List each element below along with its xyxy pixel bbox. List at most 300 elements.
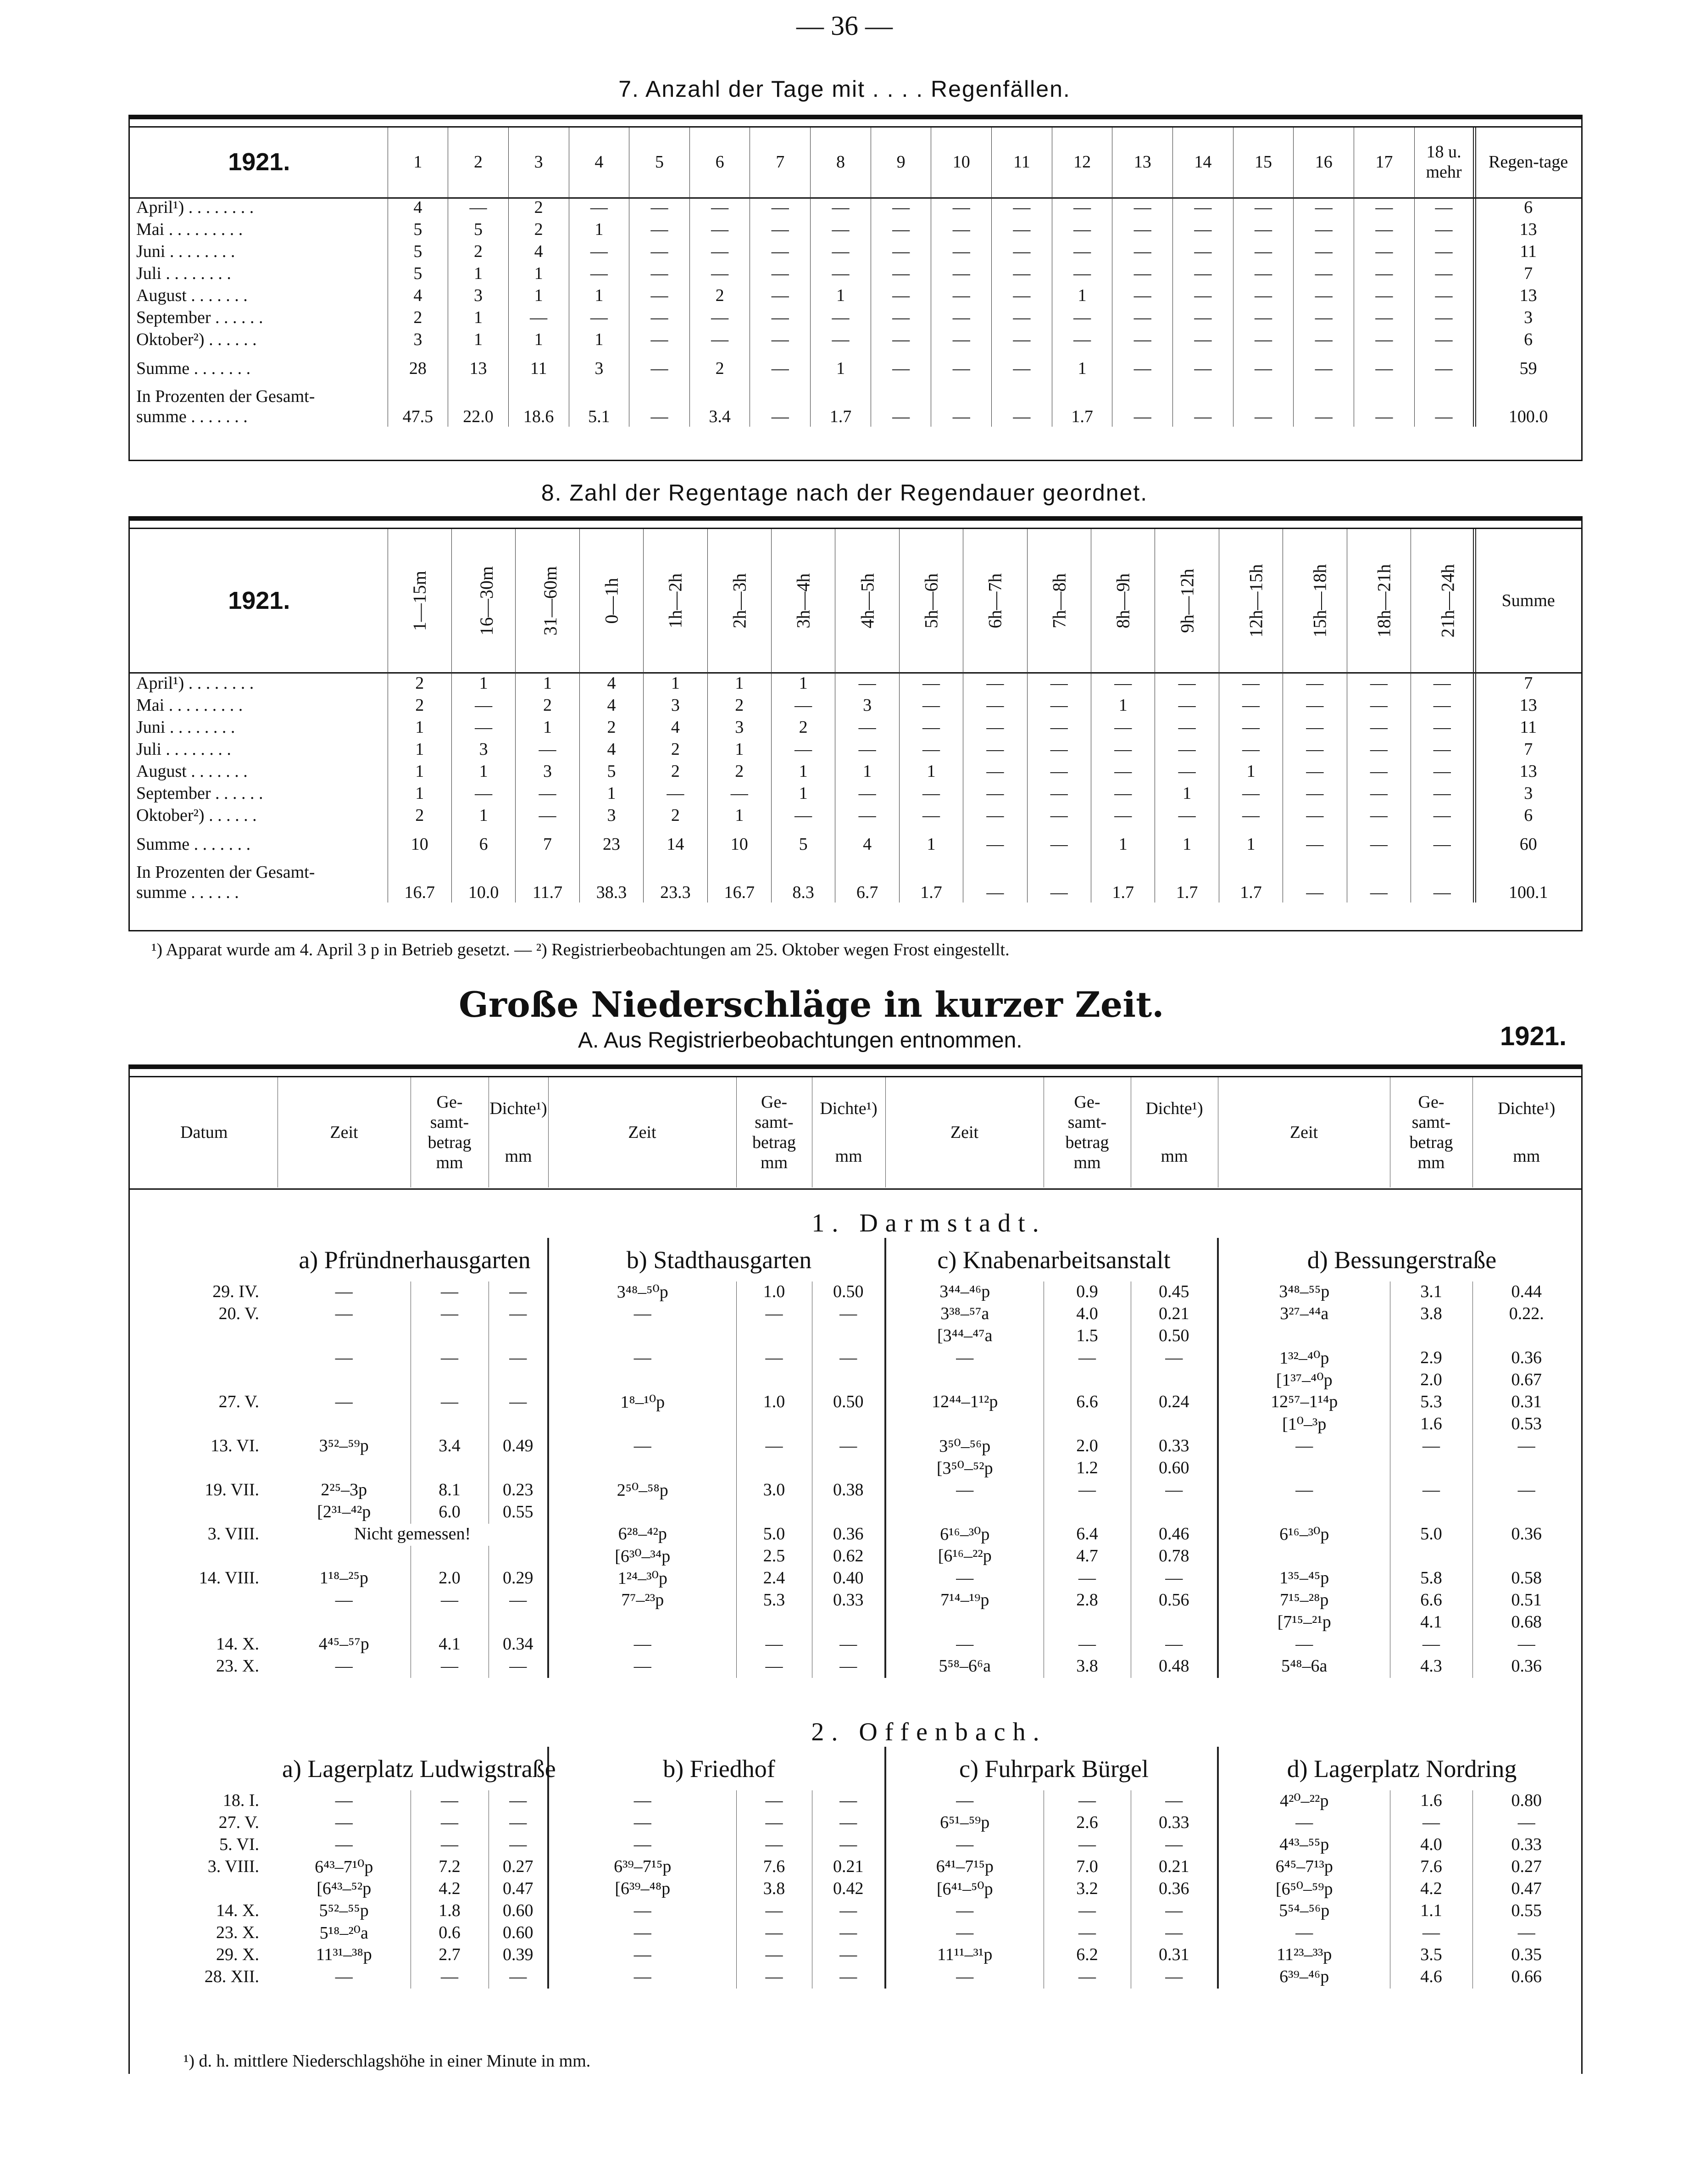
table-cell: — xyxy=(1091,738,1155,760)
table-cell: 3 xyxy=(388,329,448,351)
table-cell: 4 xyxy=(388,196,448,218)
station-name: c) Knabenarbeitsanstalt xyxy=(885,1238,1218,1281)
table-cell: — xyxy=(1347,672,1411,694)
data-cell: 3.2 xyxy=(1044,1878,1131,1900)
row-label: Juli . . . . . . . . xyxy=(136,740,231,759)
data-cell: 0.21 xyxy=(812,1856,885,1878)
table-cell: — xyxy=(569,306,629,329)
data-cell: 1.0 xyxy=(736,1281,812,1304)
data-cell: — xyxy=(411,1392,489,1414)
percent-cell: 16.7 xyxy=(388,862,451,903)
percent-label-line2: summe . . . . . . . xyxy=(136,407,248,426)
data-cell: — xyxy=(411,1967,489,1989)
percent-cell: — xyxy=(1283,862,1347,903)
table-cell: 2 xyxy=(388,672,451,694)
gesamtbetrag-header-line: samt- xyxy=(1067,1113,1107,1132)
table-cell: 1 xyxy=(388,716,451,738)
table-row xyxy=(131,284,1580,306)
table-cell: — xyxy=(1112,262,1173,284)
data-cell: — xyxy=(548,1436,736,1458)
city-heading: 1. Darmstadt. xyxy=(811,1209,1046,1237)
table-cell: — xyxy=(811,240,871,262)
table-cell: — xyxy=(629,218,690,240)
data-cell: 3.4 xyxy=(411,1436,489,1458)
data-cell: — xyxy=(736,1944,812,1967)
spacer-cell xyxy=(131,1747,278,1790)
table-cell: — xyxy=(569,196,629,218)
table-cell: — xyxy=(1294,196,1354,218)
table-cell: 2 xyxy=(644,760,707,782)
table-cell: — xyxy=(963,738,1027,760)
table-cell: 4 xyxy=(579,738,643,760)
data-cell: — xyxy=(489,1348,548,1370)
data-cell xyxy=(278,1326,411,1348)
table-cell: — xyxy=(1233,329,1294,351)
station-row xyxy=(131,1238,1580,1281)
dichte-unit: mm xyxy=(835,1147,862,1166)
column-header xyxy=(771,529,835,672)
column-header: 4 xyxy=(569,128,629,196)
gesamtbetrag-header-line: Ge- xyxy=(1418,1092,1445,1112)
data-cell: 0.27 xyxy=(1472,1856,1580,1878)
table-cell: 1 xyxy=(516,672,579,694)
data-row xyxy=(131,1612,1580,1634)
data-cell: — xyxy=(1472,1634,1580,1656)
data-cell: — xyxy=(885,1900,1044,1922)
table-cell: 5 xyxy=(579,760,643,782)
percent-cell: — xyxy=(992,386,1052,427)
table-cell: — xyxy=(1414,262,1475,284)
table-row xyxy=(131,804,1580,826)
data-row xyxy=(131,1900,1580,1922)
data-cell: — xyxy=(1044,1922,1131,1944)
data-row xyxy=(131,1944,1580,1967)
table-cell: 14 xyxy=(644,826,707,862)
data-cell: 0.53 xyxy=(1472,1414,1580,1436)
data-cell xyxy=(812,1326,885,1348)
data-cell: 0.6 xyxy=(411,1922,489,1944)
table-cell: 1 xyxy=(388,782,451,804)
date-cell xyxy=(131,1502,278,1524)
table-cell: 3 xyxy=(835,694,899,716)
gesamtbetrag-header-line: mm xyxy=(1417,1153,1445,1172)
data-cell: — xyxy=(1131,1634,1218,1656)
data-cell: 3⁵²–⁵⁹p xyxy=(319,1436,369,1455)
column-header: 13 xyxy=(1112,128,1173,196)
data-cell xyxy=(736,1612,812,1634)
table-cell: — xyxy=(1347,826,1411,862)
percent-sum: 100.0 xyxy=(1475,386,1580,427)
data-cell: — xyxy=(548,1922,736,1944)
table-cell: — xyxy=(750,306,811,329)
data-cell: 0.31 xyxy=(1131,1944,1218,1967)
table-cell: — xyxy=(992,306,1052,329)
data-cell xyxy=(1044,1502,1131,1524)
data-cell: 2²⁵–3p xyxy=(321,1480,367,1499)
data-cell xyxy=(885,1370,1044,1392)
data-cell: — xyxy=(489,1790,548,1812)
data-cell: [6³⁰–³⁴p xyxy=(548,1546,736,1568)
data-cell xyxy=(411,1370,489,1392)
data-cell: — xyxy=(489,1834,548,1856)
table-cell: — xyxy=(771,738,835,760)
table-cell: — xyxy=(689,329,750,351)
row-label: Oktober²) . . . . . . xyxy=(136,330,257,349)
table-cell: — xyxy=(1027,782,1091,804)
table-cell: — xyxy=(835,738,899,760)
data-cell: 5.0 xyxy=(736,1524,812,1546)
table-cell: — xyxy=(1414,218,1475,240)
gesamtbetrag-header-line: samt- xyxy=(755,1113,794,1132)
data-cell xyxy=(411,1326,489,1348)
data-cell: 0.44 xyxy=(1472,1281,1580,1304)
table-cell: — xyxy=(750,218,811,240)
data-cell: — xyxy=(335,1392,353,1411)
data-cell xyxy=(1218,1546,1390,1568)
data-cell: 4.2 xyxy=(1390,1878,1472,1900)
data-cell: — xyxy=(736,1634,812,1656)
table-cell: 1 xyxy=(1219,760,1283,782)
table-cell: — xyxy=(1155,716,1219,738)
table-cell: — xyxy=(1283,694,1347,716)
table-cell: 1 xyxy=(899,826,963,862)
data-cell: — xyxy=(1044,1348,1131,1370)
table-cell: — xyxy=(931,196,992,218)
table-cell: — xyxy=(1091,760,1155,782)
data-cell: 3.8 xyxy=(736,1878,812,1900)
gesamtbetrag-header-line: mm xyxy=(1073,1153,1101,1172)
data-cell: 0.34 xyxy=(489,1634,548,1656)
data-cell: — xyxy=(885,1834,1044,1856)
section-subtitle: A. Aus Registrierbeobachtungen entnommen. xyxy=(578,1028,1022,1053)
data-cell: 0.47 xyxy=(1472,1878,1580,1900)
data-cell: 0.60 xyxy=(489,1922,548,1944)
row-label: Oktober²) . . . . . . xyxy=(136,806,257,825)
date-cell xyxy=(131,1878,278,1900)
table-cell: — xyxy=(1414,306,1475,329)
data-cell: — xyxy=(1044,1834,1131,1856)
table-cell: 1 xyxy=(451,804,515,826)
data-cell: [6³⁹–⁴⁸p xyxy=(548,1878,736,1900)
data-cell xyxy=(548,1458,736,1480)
data-cell: — xyxy=(335,1813,353,1832)
data-cell: 0.38 xyxy=(812,1480,885,1502)
table-cell: — xyxy=(931,306,992,329)
table-cell: 1 xyxy=(451,672,515,694)
table-cell: — xyxy=(963,826,1027,862)
date-cell xyxy=(131,1370,278,1392)
column-header: 6 xyxy=(689,128,750,196)
data-cell: — xyxy=(411,1281,489,1304)
table-cell: — xyxy=(1233,284,1294,306)
table-cell: — xyxy=(1354,196,1415,218)
table-cell: — xyxy=(1155,760,1219,782)
table-cell: 2 xyxy=(771,716,835,738)
table-cell: — xyxy=(1052,262,1112,284)
column-header xyxy=(1091,529,1155,672)
data-cell: — xyxy=(489,1656,548,1678)
data-cell: Nicht gemessen! xyxy=(354,1524,471,1543)
table-cell: 3 xyxy=(579,804,643,826)
data-cell: — xyxy=(736,1656,812,1678)
data-cell: — xyxy=(812,1634,885,1656)
date-cell: 18. I. xyxy=(222,1791,259,1810)
data-cell: — xyxy=(489,1304,548,1326)
table-cell: 1 xyxy=(1219,826,1283,862)
table-cell: — xyxy=(1112,329,1173,351)
data-cell: 4.6 xyxy=(1390,1967,1472,1989)
table-row xyxy=(131,196,1580,218)
table-cell: — xyxy=(1173,196,1233,218)
table-cell: — xyxy=(1027,804,1091,826)
table-cell: — xyxy=(707,782,771,804)
data-cell: — xyxy=(736,1967,812,1989)
data-cell: 0.55 xyxy=(489,1502,548,1524)
table-cell: — xyxy=(516,782,579,804)
table-cell: — xyxy=(1112,218,1173,240)
column-header: 3 xyxy=(508,128,569,196)
table-cell: 5 xyxy=(388,240,448,262)
data-cell: — xyxy=(812,1790,885,1812)
table-cell: 2 xyxy=(508,196,569,218)
table-cell: — xyxy=(1414,329,1475,351)
gesamtbetrag-header-line: mm xyxy=(436,1153,463,1172)
data-row xyxy=(131,1878,1580,1900)
table-cell: — xyxy=(1354,329,1415,351)
percent-row xyxy=(131,862,1580,903)
data-cell: 7¹⁴–¹⁹p xyxy=(885,1590,1044,1612)
data-cell: — xyxy=(1390,1812,1472,1834)
table-cell: 1 xyxy=(508,262,569,284)
table-cell: — xyxy=(750,329,811,351)
table-cell: — xyxy=(516,804,579,826)
table-cell: — xyxy=(508,306,569,329)
table-cell: — xyxy=(629,262,690,284)
date-cell xyxy=(131,1590,278,1612)
data-cell: — xyxy=(812,1812,885,1834)
table-cell: 4 xyxy=(835,826,899,862)
data-cell: 12⁴⁴–1¹²p xyxy=(885,1392,1044,1414)
row-sum: 11 xyxy=(1475,240,1580,262)
table-cell: — xyxy=(629,306,690,329)
table-cell: 2 xyxy=(508,218,569,240)
data-cell: — xyxy=(1218,1922,1390,1944)
datum-header: Datum xyxy=(180,1123,228,1142)
table-cell: — xyxy=(835,672,899,694)
table-cell: — xyxy=(1354,218,1415,240)
data-cell: — xyxy=(1044,1480,1131,1502)
table-cell: 3 xyxy=(451,738,515,760)
table8 xyxy=(131,529,1580,903)
data-cell: — xyxy=(548,1900,736,1922)
data-cell: 0.9 xyxy=(1044,1281,1131,1304)
data-cell: 0.50 xyxy=(812,1281,885,1304)
data-cell: 11²³–³³p xyxy=(1218,1944,1390,1967)
table-row xyxy=(131,218,1580,240)
data-row xyxy=(131,1348,1580,1370)
data-cell: — xyxy=(548,1944,736,1967)
percent-cell: 1.7 xyxy=(811,386,871,427)
data-cell xyxy=(1390,1326,1472,1348)
data-cell: 3.5 xyxy=(1390,1944,1472,1967)
table-cell: 10 xyxy=(707,826,771,862)
data-cell xyxy=(278,1612,411,1634)
row-label: September . . . . . . xyxy=(136,308,263,327)
row-sum: 6 xyxy=(1475,804,1580,826)
column-header: 9 xyxy=(871,128,931,196)
table-cell: — xyxy=(899,694,963,716)
footnote-apparatus: ¹) Apparat wurde am 4. April 3 p in Betrieb gesetzt. — ²) Registrierbeobachtungen am 25. Oktober wegen Frost eingestellt. xyxy=(151,940,1010,959)
data-cell: 7.6 xyxy=(1390,1856,1472,1878)
percent-label-line2: summe . . . . . . xyxy=(136,883,239,902)
table-cell: — xyxy=(1347,804,1411,826)
column-header: 11 xyxy=(992,128,1052,196)
column-header xyxy=(388,529,451,672)
data-row xyxy=(131,1414,1580,1436)
date-cell: 3. VIII. xyxy=(207,1524,259,1543)
percent-cell: 1.7 xyxy=(1052,386,1112,427)
date-cell: 5. VI. xyxy=(219,1835,259,1854)
data-cell: 6³⁹–7¹⁵p xyxy=(548,1856,736,1878)
column-header: 8 xyxy=(811,128,871,196)
gesamtbetrag-header xyxy=(1390,1077,1472,1187)
data-cell: — xyxy=(736,1304,812,1326)
row-sum: 11 xyxy=(1475,716,1580,738)
column-header xyxy=(1027,529,1091,672)
data-cell: 4.0 xyxy=(1390,1834,1472,1856)
data-cell: 3³⁸–⁵⁷a xyxy=(885,1304,1044,1326)
table-cell: — xyxy=(1411,804,1475,826)
table-cell: — xyxy=(992,196,1052,218)
data-cell: 0.36 xyxy=(812,1524,885,1546)
data-cell xyxy=(1390,1546,1472,1568)
data-cell xyxy=(1472,1502,1580,1524)
table-cell: 4 xyxy=(508,240,569,262)
row-label: Summe . . . . . . . xyxy=(136,359,251,378)
table-cell: — xyxy=(1112,351,1173,386)
data-cell: — xyxy=(736,1436,812,1458)
dichte-header-line: Dichte¹) xyxy=(1145,1099,1203,1118)
data-cell: 0.33 xyxy=(812,1590,885,1612)
table-cell: 1 xyxy=(516,716,579,738)
data-cell: 1³²–⁴⁰p xyxy=(1218,1348,1390,1370)
data-cell xyxy=(1218,1458,1390,1480)
date-cell: 29. X. xyxy=(216,1945,259,1964)
percent-cell: 22.0 xyxy=(448,386,509,427)
row-label: April¹) . . . . . . . . xyxy=(136,198,254,217)
column-header: 17 xyxy=(1354,128,1415,196)
data-cell: — xyxy=(1131,1922,1218,1944)
table-cell: 1 xyxy=(707,738,771,760)
column-header xyxy=(1283,529,1347,672)
table-cell: 4 xyxy=(579,672,643,694)
dichte-unit: mm xyxy=(1161,1147,1188,1166)
data-cell: 1²⁴–³⁰p xyxy=(548,1568,736,1590)
data-cell: 0.27 xyxy=(489,1856,548,1878)
data-row xyxy=(131,1590,1580,1612)
data-row xyxy=(131,1634,1580,1656)
gesamtbetrag-header xyxy=(411,1077,489,1187)
data-cell xyxy=(411,1458,489,1480)
dichte-header xyxy=(812,1077,885,1187)
data-row xyxy=(131,1326,1580,1348)
data-cell: — xyxy=(812,1304,885,1326)
data-cell xyxy=(489,1414,548,1436)
data-cell: — xyxy=(411,1590,489,1612)
data-cell: — xyxy=(548,1834,736,1856)
table-cell: — xyxy=(1027,694,1091,716)
precip-table xyxy=(131,1077,1580,1989)
data-cell: 5.3 xyxy=(736,1590,812,1612)
year-header: 1921. xyxy=(228,587,290,614)
data-cell: — xyxy=(1218,1480,1390,1502)
data-cell: 8.1 xyxy=(411,1480,489,1502)
table-cell: — xyxy=(871,284,931,306)
table-cell: 11 xyxy=(508,351,569,386)
table-cell: — xyxy=(931,262,992,284)
data-cell: 0.46 xyxy=(1131,1524,1218,1546)
row-label: Mai . . . . . . . . . xyxy=(136,220,243,239)
data-cell: 0.45 xyxy=(1131,1281,1218,1304)
column-header-label: 8h—9h xyxy=(1112,573,1133,628)
data-cell: 3⁴⁸–⁵⁰p xyxy=(548,1281,736,1304)
table-cell: — xyxy=(899,738,963,760)
table-cell: — xyxy=(1155,804,1219,826)
table-cell: — xyxy=(1411,716,1475,738)
data-cell: — xyxy=(1218,1436,1390,1458)
dichte-header-line: Dichte¹) xyxy=(1498,1099,1556,1118)
data-cell: 2.7 xyxy=(411,1944,489,1967)
data-cell: — xyxy=(548,1967,736,1989)
data-cell: 5⁵²–⁵⁵p xyxy=(319,1901,369,1920)
data-cell: 7.0 xyxy=(1044,1856,1131,1878)
data-cell xyxy=(1472,1458,1580,1480)
table-cell: — xyxy=(1354,306,1415,329)
dichte-header xyxy=(1131,1077,1218,1187)
section-year: 1921. xyxy=(1500,1021,1567,1051)
table-cell: 1 xyxy=(1052,351,1112,386)
column-header-label: 2h—3h xyxy=(729,573,750,628)
data-cell: — xyxy=(335,1590,353,1610)
percent-cell: — xyxy=(629,386,690,427)
table-cell: — xyxy=(1112,240,1173,262)
data-cell: — xyxy=(335,1348,353,1367)
table-cell: — xyxy=(1294,351,1354,386)
data-cell xyxy=(812,1612,885,1634)
data-cell: 1³⁵–⁴⁵p xyxy=(1218,1568,1390,1590)
table-cell: — xyxy=(451,716,515,738)
table-cell: 1 xyxy=(508,329,569,351)
column-header xyxy=(1347,529,1411,672)
table-cell: — xyxy=(1219,782,1283,804)
row-sum: 13 xyxy=(1475,760,1580,782)
percent-cell: — xyxy=(1354,386,1415,427)
data-cell: 5.8 xyxy=(1390,1568,1472,1590)
table-cell: — xyxy=(1027,716,1091,738)
data-cell: — xyxy=(1044,1900,1131,1922)
table-cell: — xyxy=(992,351,1052,386)
data-cell xyxy=(489,1458,548,1480)
table-cell: 5 xyxy=(388,262,448,284)
data-cell: 0.33 xyxy=(1131,1812,1218,1834)
table-cell: — xyxy=(992,240,1052,262)
table-cell: — xyxy=(1173,284,1233,306)
gesamtbetrag-header-line: betrag xyxy=(1065,1133,1109,1152)
data-cell: 1⁸–¹⁰p xyxy=(548,1392,736,1414)
table-cell: — xyxy=(871,262,931,284)
data-row xyxy=(131,1458,1580,1480)
column-header xyxy=(644,529,707,672)
